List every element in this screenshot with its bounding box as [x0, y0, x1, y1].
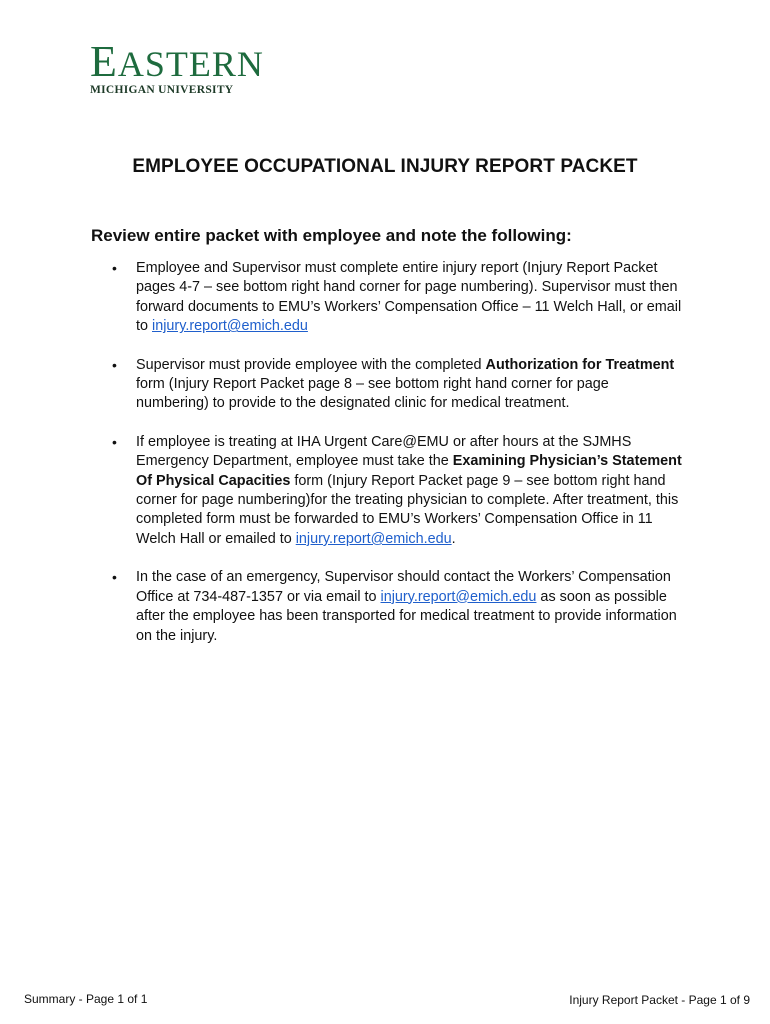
bullet-text: In the case of an emergency, Supervisor should contact the Workers’ Compensation Office at 734-487-1357 or via email to: [136, 569, 671, 605]
page-title: EMPLOYEE OCCUPATIONAL INJURY REPORT PACKET: [132, 156, 638, 177]
bullet-text: .: [451, 530, 456, 547]
list-item: [112, 259, 684, 337]
email-link[interactable]: injury.report@emich.edu: [152, 318, 308, 335]
bullet-text: Employee and Supervisor must complete entire injury report (Injury Report Packet pages 4-7 – see bottom right hand corner for page numbering). Supervisor must then forward documents to EMU’s Workers’ Compensation Office – 11 Welch Hall, or email to: [136, 260, 682, 335]
bullet-text: If employee is treating at IHA Urgent Care@EMU or after hours at the SJMHS Emergency Department, employee must take the: [136, 433, 632, 470]
footer-summary-page: Summary - Page 1 of 1: [24, 992, 148, 1006]
list-item: [112, 433, 684, 549]
bullet-text: as soon as possible after the employee has been transported for medical treatment to provide information on the injury.: [136, 588, 677, 644]
logo-wordmark: [90, 37, 264, 86]
form-name: Examining Physician’s Statement Of Physical Capacities: [136, 453, 682, 489]
list-item: [112, 568, 684, 646]
email-link[interactable]: injury.report@emich.edu: [380, 588, 537, 605]
bullet-text: form (Injury Report Packet page 8 – see bottom right hand corner for page numbering) to provide to the designated clinic for medical treatment.: [136, 376, 609, 412]
bullet-text: Supervisor must provide employee with the completed: [136, 356, 486, 373]
footer-packet-page: Injury Report Packet - Page 1 of 9: [569, 993, 750, 1007]
intro-heading: Review entire packet with employee and note the following:: [91, 226, 572, 245]
logo-wordmark-rest: ASTERN: [117, 44, 264, 84]
list-item: [112, 356, 684, 414]
email-link[interactable]: injury.report@emich.edu: [295, 530, 452, 547]
form-name: Authorization for Treatment: [485, 356, 675, 373]
university-logo: [90, 37, 264, 96]
logo-subtitle: MICHIGAN UNIVERSITY: [90, 84, 234, 96]
logo-initial: E: [90, 37, 118, 86]
instruction-list: [112, 259, 684, 665]
bullet-text: form (Injury Report Packet page 9 – see bottom right hand corner for page numbering)for the treating physician to complete. After treatment, this completed form must be forwarded to EMU’s Workers’ Compensation Office in 11 Welch Hall or emailed to: [136, 472, 679, 547]
